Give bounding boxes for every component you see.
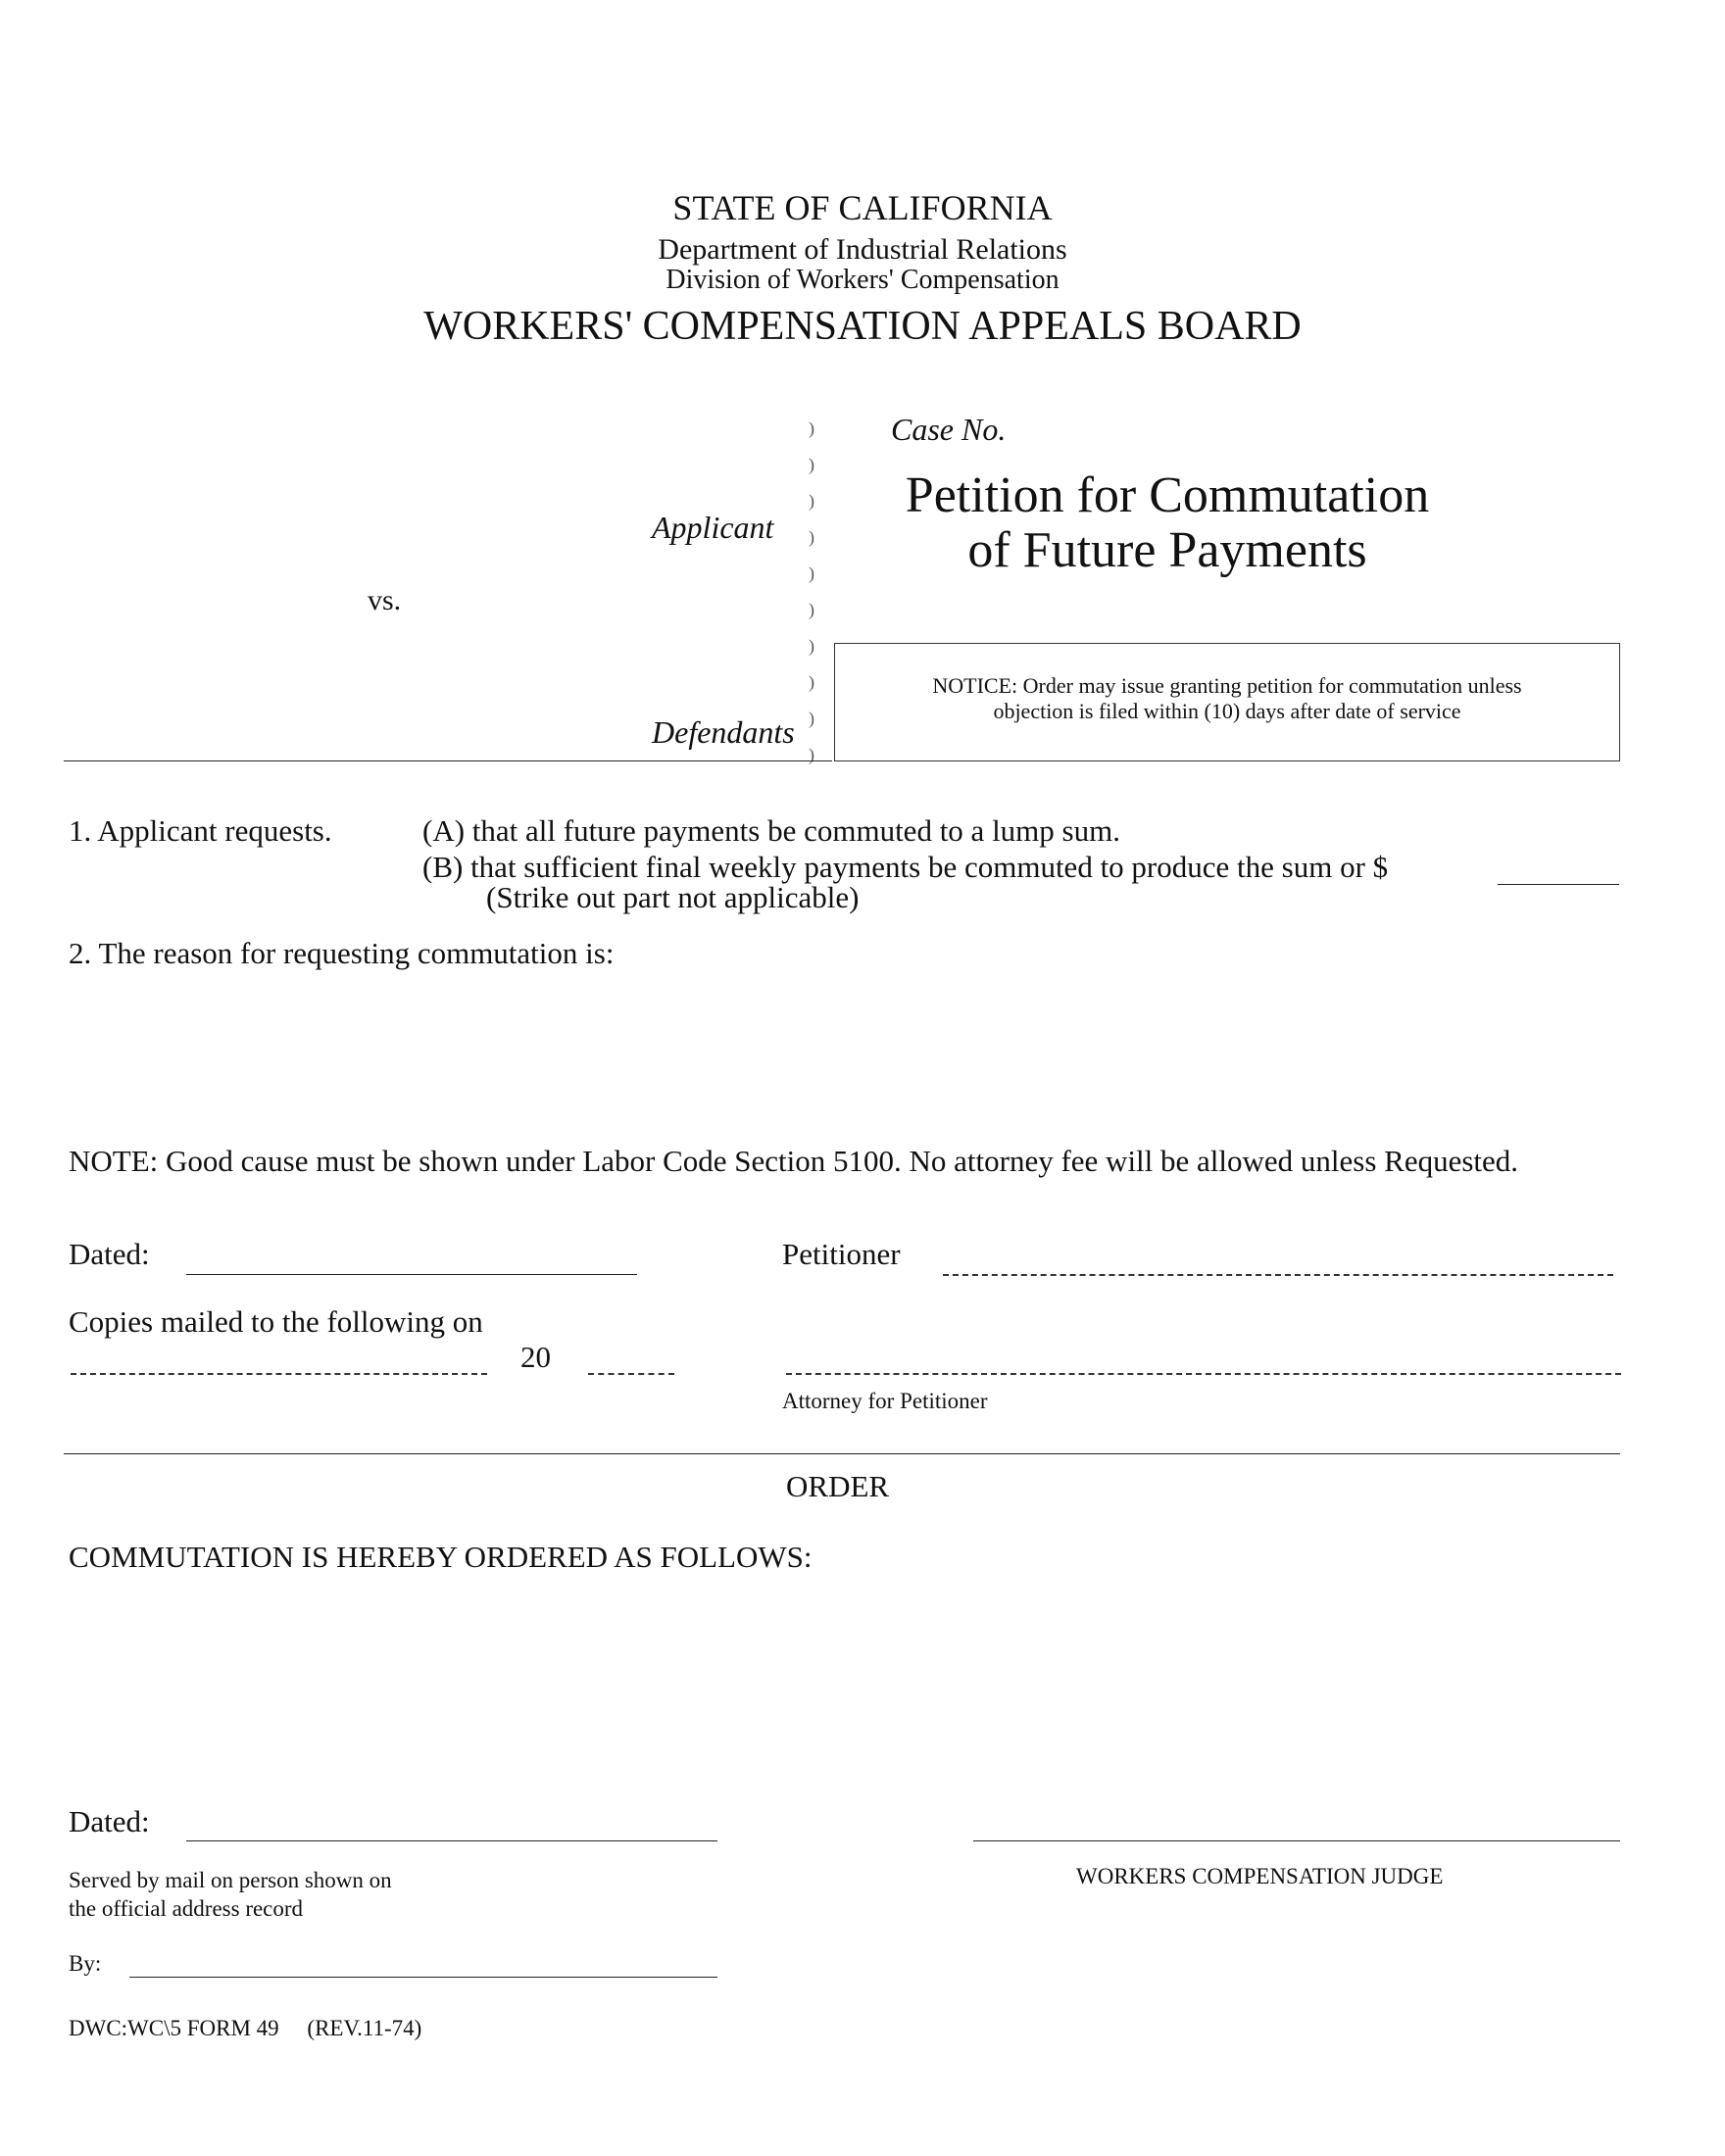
petitioner-signature-line[interactable] (943, 1274, 1613, 1276)
header-board: WORKERS' COMPENSATION APPEALS BOARD (423, 304, 1302, 349)
notice-line2: objection is filed within (10) days after date of service (993, 699, 1461, 723)
caption-paren: ) (809, 600, 814, 619)
copies-mailed-label: Copies mailed to the following on (69, 1304, 483, 1339)
item1-option-b: (B) that sufficient final weekly payments be commuted to produce the sum or $ (422, 850, 1389, 884)
sum-amount-blank[interactable] (1498, 884, 1619, 885)
order-dated-label: Dated: (69, 1804, 150, 1838)
caption-paren: ) (809, 527, 814, 547)
served-line2: the official address record (69, 1896, 304, 1921)
caption-paren: ) (809, 491, 814, 511)
item1-option-a: (A) that all future payments be commuted to a lump sum. (422, 813, 1120, 848)
caption-paren: ) (809, 672, 814, 692)
labor-code-note: NOTE: Good cause must be shown under Labor Code Section 5100. No attorney fee will be allowed unless Requested. (69, 1144, 1519, 1178)
notice-box (834, 643, 1620, 761)
order-dated-blank[interactable] (186, 1840, 717, 1841)
header-department: Department of Industrial Relations (658, 233, 1067, 266)
caption-paren: ) (809, 455, 814, 474)
caption-paren: ) (809, 709, 814, 728)
order-statement: COMMUTATION IS HEREBY ORDERED AS FOLLOWS: (69, 1540, 813, 1574)
by-signature-blank[interactable] (129, 1977, 717, 1978)
dated-label: Dated: (69, 1237, 150, 1271)
attorney-signature-line[interactable] (786, 1373, 1621, 1375)
header-state: STATE OF CALIFORNIA (672, 188, 1053, 227)
form-id: DWC:WC\5 FORM 49 (REV.11-74) (69, 2016, 422, 2040)
attorney-label: Attorney for Petitioner (782, 1389, 988, 1413)
copies-date-line[interactable] (71, 1373, 487, 1375)
caption-paren: ) (809, 636, 814, 656)
year-blank[interactable] (588, 1373, 674, 1375)
header-division: Division of Workers' Compensation (665, 265, 1060, 295)
judge-signature-line[interactable] (973, 1840, 1620, 1841)
case-no-label: Case No. (891, 412, 1007, 447)
caption-paren: ) (809, 564, 814, 583)
item2-label: 2. The reason for requesting commutation is: (69, 936, 615, 970)
caption-paren: ) (809, 418, 814, 438)
vs-label: vs. (368, 584, 402, 616)
form-title-line2: of Future Payments (967, 522, 1367, 578)
petitioner-label: Petitioner (782, 1237, 901, 1271)
by-label: By: (69, 1951, 102, 1976)
year-prefix: 20 (520, 1340, 551, 1374)
section-divider (64, 1453, 1620, 1454)
caption-paren: ) (809, 745, 814, 764)
item1-strike-note: (Strike out part not applicable) (486, 880, 860, 914)
applicant-label: Applicant (652, 510, 774, 545)
dated-blank[interactable] (186, 1274, 637, 1275)
judge-label: WORKERS COMPENSATION JUDGE (1076, 1864, 1444, 1888)
notice-line1: NOTICE: Order may issue granting petition for commutation unless (932, 673, 1522, 698)
form-title-line1: Petition for Commutation (905, 467, 1430, 523)
item1-label: 1. Applicant requests. (69, 813, 332, 848)
defendants-label: Defendants (652, 714, 795, 750)
caption-underline (64, 760, 832, 761)
served-line1: Served by mail on person shown on (69, 1868, 392, 1892)
order-title: ORDER (786, 1469, 890, 1503)
